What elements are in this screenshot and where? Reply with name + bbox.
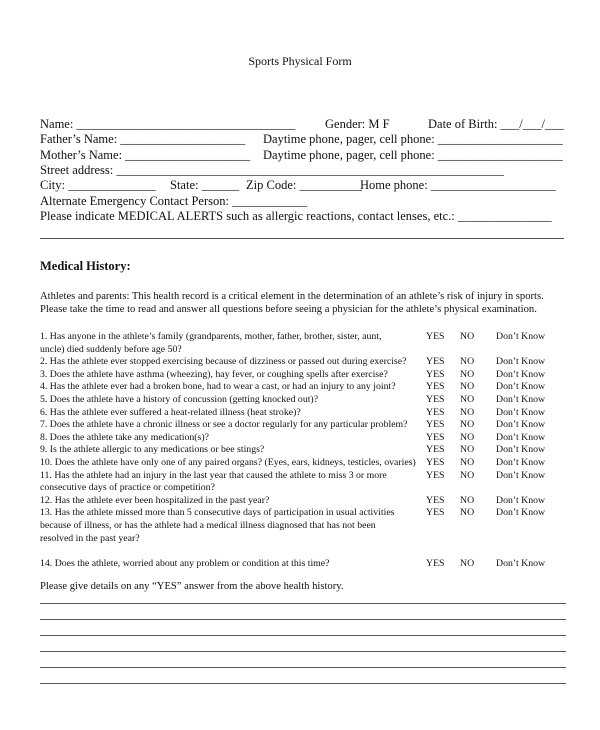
fathers-name-field[interactable]: Father’s Name: ____________________ <box>40 132 246 146</box>
answer-dont-know[interactable]: Don’t Know <box>496 494 546 506</box>
answer-no[interactable]: NO <box>460 507 475 519</box>
details-line[interactable] <box>40 635 566 636</box>
intro-line-1: Athletes and parents: This health record is a critical element in the determination of an athlete’s risk of injury in sports. <box>40 291 544 302</box>
answer-yes[interactable]: YES <box>426 444 445 456</box>
answer-no[interactable]: NO <box>460 431 475 443</box>
answer-dont-know[interactable]: Don’t Know <box>496 469 546 481</box>
answer-no[interactable]: NO <box>460 419 475 431</box>
answer-no[interactable]: NO <box>460 406 475 418</box>
details-line[interactable] <box>40 603 566 604</box>
answer-dont-know[interactable]: Don’t Know <box>496 431 546 443</box>
answer-dont-know[interactable]: Don’t Know <box>496 507 546 519</box>
details-line[interactable] <box>40 667 566 668</box>
city-field[interactable]: City: ______________ <box>40 178 156 192</box>
question-text: uncle) died suddenly before age 50? <box>40 343 182 355</box>
name-field[interactable]: Name: ___________________________________ <box>40 117 296 131</box>
father-phone-field[interactable]: Daytime phone, pager, cell phone: ____________________ <box>263 132 563 146</box>
answer-no[interactable]: NO <box>460 444 475 456</box>
answer-dont-know[interactable]: Don’t Know <box>496 457 546 468</box>
answer-yes[interactable]: YES <box>426 381 445 393</box>
answer-dont-know[interactable]: Don’t Know <box>496 381 546 393</box>
answer-no[interactable]: NO <box>460 394 475 405</box>
answer-yes[interactable]: YES <box>426 368 445 380</box>
mothers-name-field[interactable]: Mother’s Name: ____________________ <box>40 148 251 162</box>
zip-field[interactable]: Zip Code: __________ <box>246 178 362 192</box>
answer-yes[interactable]: YES <box>426 469 445 481</box>
answer-yes[interactable]: YES <box>426 406 445 418</box>
answer-no[interactable]: NO <box>460 469 475 481</box>
question-text: 2. Has the athlete ever stopped exercising because of dizziness or passed out during exercise? <box>40 356 407 368</box>
answer-no[interactable]: NO <box>460 356 475 368</box>
medical-alerts-line[interactable] <box>40 238 564 239</box>
answer-yes[interactable]: YES <box>426 431 445 443</box>
answer-dont-know[interactable]: Don’t Know <box>496 368 546 380</box>
home-phone-field[interactable]: Home phone: ____________________ <box>360 178 556 192</box>
details-line[interactable] <box>40 619 566 620</box>
section-heading: Medical History: <box>40 259 131 273</box>
details-line[interactable] <box>40 683 566 684</box>
question-text: resolved in the past year? <box>40 532 140 544</box>
dob-field[interactable]: Date of Birth: ___/___/___ <box>428 117 564 131</box>
answer-no[interactable]: NO <box>460 457 475 468</box>
intro-line-2: Please take the time to read and answer all questions before seeing a physician for the athlete’s physical examination. <box>40 304 537 315</box>
details-prompt: Please give details on any “YES” answer from the above health history. <box>40 581 344 592</box>
answer-no[interactable]: NO <box>460 558 475 570</box>
answer-yes[interactable]: YES <box>426 558 445 570</box>
gender-field[interactable]: Gender: M F <box>325 117 390 131</box>
question-text: 1. Has anyone in the athlete’s family (grandparents, mother, father, brother, sister, aunt, <box>40 331 382 342</box>
answer-dont-know[interactable]: Don’t Know <box>496 394 546 405</box>
question-text: 6. Has the athlete ever suffered a heat-related illness (heat stroke)? <box>40 406 301 418</box>
answer-yes[interactable]: YES <box>426 419 445 431</box>
question-text: 11. Has the athlete had an injury in the last year that caused the athlete to miss 3 or more <box>40 469 387 481</box>
street-address-field[interactable]: Street address: ______________________________________________________________ <box>40 163 504 177</box>
answer-dont-know[interactable]: Don’t Know <box>496 356 546 368</box>
answer-dont-know[interactable]: Don’t Know <box>496 419 546 431</box>
answer-dont-know[interactable]: Don’t Know <box>496 406 546 418</box>
medical-alerts-field[interactable]: Please indicate MEDICAL ALERTS such as allergic reactions, contact lenses, etc.: _______________ <box>40 209 552 223</box>
question-text: 13. Has the athlete missed more than 5 consecutive days of participation in usual activities <box>40 507 395 519</box>
form-title: Sports Physical Form <box>248 54 352 68</box>
answer-yes[interactable]: YES <box>426 507 445 519</box>
answer-yes[interactable]: YES <box>426 394 445 405</box>
answer-dont-know[interactable]: Don’t Know <box>496 331 546 342</box>
question-text: 5. Does the athlete have a history of concussion (getting knocked out)? <box>40 394 319 405</box>
details-line[interactable] <box>40 651 566 652</box>
question-text: 3. Does the athlete have asthma (wheezing), hay fever, or coughing spells after exercise? <box>40 368 388 380</box>
answer-yes[interactable]: YES <box>426 457 445 468</box>
question-text: consecutive days of practice or competition? <box>40 482 215 494</box>
answer-yes[interactable]: YES <box>426 331 445 342</box>
answer-yes[interactable]: YES <box>426 494 445 506</box>
answer-dont-know[interactable]: Don’t Know <box>496 444 546 456</box>
answer-yes[interactable]: YES <box>426 356 445 368</box>
question-text: 10. Does the athlete have only one of any paired organs? (Eyes, ears, kidneys, testicles, ovaries) <box>40 457 416 468</box>
answer-no[interactable]: NO <box>460 368 475 380</box>
answer-no[interactable]: NO <box>460 331 475 342</box>
question-text: 7. Does the athlete have a chronic illness or see a doctor regularly for any particular problem? <box>40 419 408 431</box>
answer-no[interactable]: NO <box>460 494 475 506</box>
question-text: 12. Has the athlete ever been hospitalized in the past year? <box>40 494 270 506</box>
answer-dont-know[interactable]: Don’t Know <box>496 558 546 570</box>
question-text: 4. Has the athlete ever had a broken bone, had to wear a cast, or had an injury to any joint? <box>40 381 396 393</box>
answer-no[interactable]: NO <box>460 381 475 393</box>
question-text: 9. Is the athlete allergic to any medications or bee stings? <box>40 444 265 456</box>
mother-phone-field[interactable]: Daytime phone, pager, cell phone: ____________________ <box>263 148 563 162</box>
question-text: 8. Does the athlete take any medication(s)? <box>40 431 209 443</box>
question-text: because of illness, or has the athlete had a medical illness diagnosed that has not been <box>40 520 376 531</box>
alt-contact-field[interactable]: Alternate Emergency Contact Person: ____________ <box>40 194 308 208</box>
state-field[interactable]: State: ______ <box>170 178 240 192</box>
question-text: 14. Does the athlete, worried about any problem or condition at this time? <box>40 558 330 570</box>
